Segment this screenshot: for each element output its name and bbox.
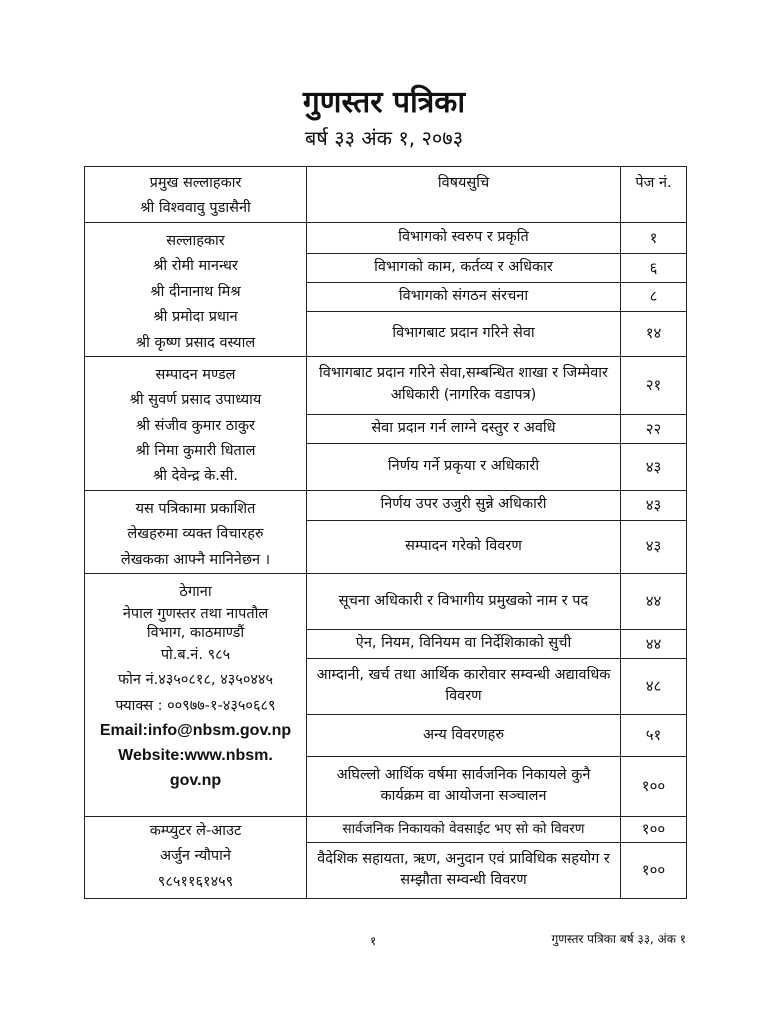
toc-page: ८ bbox=[621, 282, 687, 311]
advisor-name: श्री प्रमोदा प्रधान bbox=[153, 309, 238, 326]
address-line: नेपाल गुणस्तर तथा नापतौल bbox=[122, 606, 269, 623]
po-box: पो.ब.नं. ९८५ bbox=[160, 646, 231, 663]
fax-number: फ्याक्स : ००९७७-१-४३५०६८९ bbox=[115, 697, 276, 714]
toc-page: १४ bbox=[621, 311, 687, 356]
toc-topic: सार्वजनिक निकायको वेवसाईट भए सो को विवरण bbox=[307, 816, 621, 842]
toc-topic: अघिल्लो आर्थिक वर्षमा सार्वजनिक निकायले कुनै कार्यक्रम वा आयोजना सञ्चालन bbox=[307, 756, 621, 816]
disclaimer-block bbox=[85, 490, 307, 573]
layout-heading: कम्प्युटर ले-आउट bbox=[149, 822, 242, 839]
editor-name: श्री देवेन्द्र के.सी. bbox=[152, 468, 239, 485]
address-block bbox=[85, 573, 307, 816]
document-title: गुणस्तर पत्रिका bbox=[302, 85, 466, 120]
running-footer: गुणस्तर पत्रिका बर्ष ३३, अंक १ bbox=[551, 932, 686, 946]
table-row bbox=[85, 490, 687, 520]
toc-topic: सूचना अधिकारी र विभागीय प्रमुखको नाम र पद bbox=[307, 573, 621, 629]
toc-page: ४८ bbox=[621, 658, 687, 714]
phone-numbers: फोन नं.४३५०८१८, ४३५०४४५ bbox=[117, 672, 274, 689]
table-row bbox=[85, 223, 687, 254]
website-address: Website:www.nbsm. bbox=[118, 746, 273, 764]
email-address: Email:info@nbsm.gov.np bbox=[99, 722, 292, 740]
toc-page: १०० bbox=[621, 816, 687, 842]
contents-table bbox=[84, 166, 687, 899]
disclaimer-line: यस पत्रिकामा प्रकाशित bbox=[135, 500, 256, 517]
toc-page: ५१ bbox=[621, 714, 687, 756]
chief-advisor-name: श्री विश्ववावु पुडासैनी bbox=[140, 200, 251, 217]
toc-topic: विभागको संगठन संरचना bbox=[307, 282, 621, 311]
advisor-name: श्री कृष्ण प्रसाद वस्याल bbox=[135, 334, 256, 351]
toc-topic: विभागबाट प्रदान गरिने सेवा,सम्बन्धित शाखा र जिम्मेवार अधिकारी (नागरिक वडापत्र) bbox=[307, 356, 621, 414]
toc-topic: वैदेशिक सहायता, ऋण, अनुदान एवं प्राविधिक सहयोग र सम्झौता सम्वन्धी विवरण bbox=[307, 842, 621, 898]
layout-designer-name: अर्जुन न्यौपाने bbox=[160, 848, 231, 865]
table-row bbox=[85, 816, 687, 842]
table-row bbox=[85, 573, 687, 629]
advisor-name: श्री दीनानाथ मिश्र bbox=[150, 283, 241, 300]
advisor-name: श्री रोमी मानन्धर bbox=[153, 258, 238, 275]
advisors-heading: सल्लाहकार bbox=[166, 233, 225, 249]
table-row bbox=[85, 356, 687, 414]
address-line: विभाग, काठमाण्डौं bbox=[146, 625, 245, 642]
toc-page: ४४ bbox=[621, 573, 687, 629]
editor-name: श्री संजीव कुमार ठाकुर bbox=[136, 417, 255, 434]
toc-page: ४३ bbox=[621, 520, 687, 573]
table-row bbox=[85, 167, 687, 223]
page-column-header: पेज नं. bbox=[621, 167, 687, 223]
disclaimer-line: लेखहरुमा व्यक्त विचारहरु bbox=[127, 526, 264, 543]
toc-page: ६ bbox=[621, 253, 687, 282]
chief-advisor-heading: प्रमुख सल्लाहकार bbox=[149, 175, 242, 191]
topic-column-header: विषयसुचि bbox=[307, 167, 621, 223]
toc-page: ४४ bbox=[621, 629, 687, 658]
toc-page: ४३ bbox=[621, 490, 687, 520]
toc-page: २२ bbox=[621, 414, 687, 444]
toc-page: २१ bbox=[621, 356, 687, 414]
editorial-heading: सम्पादन मण्डल bbox=[155, 366, 236, 383]
toc-topic: विभागबाट प्रदान गरिने सेवा bbox=[307, 311, 621, 356]
editor-name: श्री सुवर्ण प्रसाद उपाध्याय bbox=[129, 392, 262, 409]
toc-topic: निर्णय गर्ने प्रकृया र अधिकारी bbox=[307, 444, 621, 490]
disclaimer-line: लेखकका आफ्नै मानिनेछन । bbox=[120, 551, 271, 568]
toc-topic: विभागको स्वरुप र प्रकृति bbox=[307, 223, 621, 254]
toc-topic: अन्य विवरणहरु bbox=[307, 714, 621, 756]
toc-page: १०० bbox=[621, 756, 687, 816]
toc-page: ४३ bbox=[621, 444, 687, 490]
page-number: १ bbox=[370, 934, 377, 948]
advisors-block bbox=[85, 223, 307, 357]
toc-topic: सेवा प्रदान गर्न लाग्ने दस्तुर र अवधि bbox=[307, 414, 621, 444]
toc-topic: ऐन, नियम, विनियम वा निर्देशिकाको सुची bbox=[307, 629, 621, 658]
issue-subtitle: बर्ष ३३ अंक १, २०७३ bbox=[304, 126, 464, 150]
editorial-board-block bbox=[85, 356, 307, 490]
layout-credit-block bbox=[85, 816, 307, 898]
toc-topic: आम्दानी, खर्च तथा आर्थिक कारोवार सम्वन्धी अद्यावधिक विवरण bbox=[307, 658, 621, 714]
toc-page: १ bbox=[621, 223, 687, 254]
toc-page: १०० bbox=[621, 842, 687, 898]
address-heading: ठेगाना bbox=[179, 583, 212, 600]
editor-name: श्री निमा कुमारी धिताल bbox=[135, 443, 256, 459]
layout-designer-phone: ९८५११६१४५९ bbox=[157, 873, 234, 890]
toc-topic: सम्पादन गरेको विवरण bbox=[307, 520, 621, 573]
chief-advisor-block bbox=[85, 167, 307, 223]
toc-topic: विभागको काम, कर्तव्य र अधिकार bbox=[307, 253, 621, 282]
website-address: gov.np bbox=[169, 771, 222, 789]
toc-topic: निर्णय उपर उजुरी सुन्ने अधिकारी bbox=[307, 490, 621, 520]
